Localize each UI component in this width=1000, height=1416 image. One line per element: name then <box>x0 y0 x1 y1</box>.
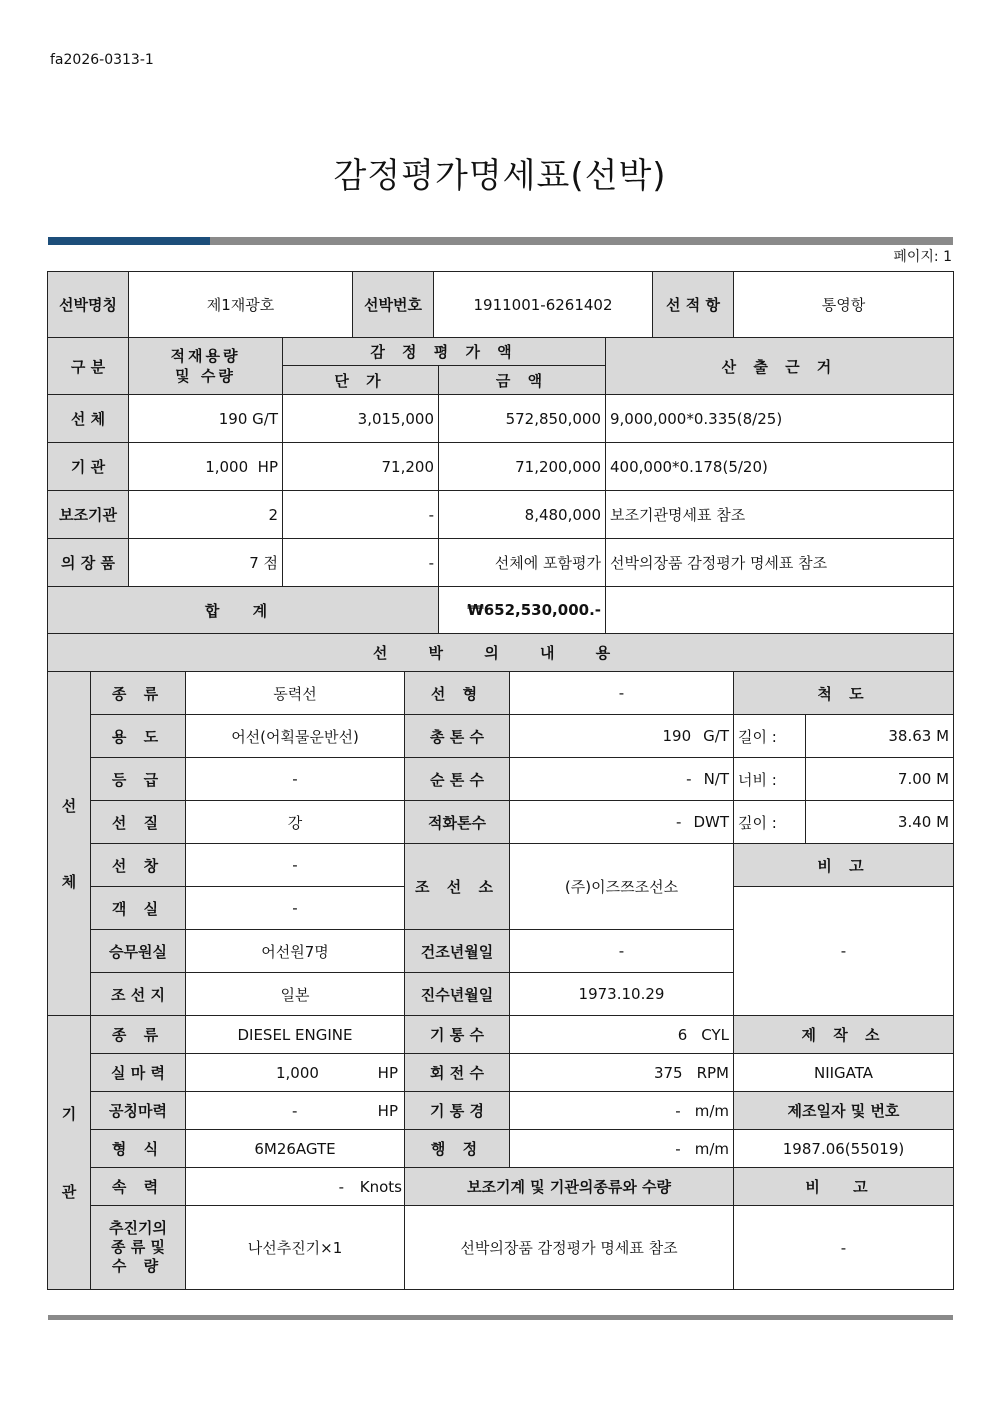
model-value: 6M26AGTE <box>186 1130 405 1168</box>
col-basis: 산 출 근 거 <box>606 338 954 395</box>
col-amount: 금 액 <box>439 366 606 395</box>
build-place-value: 일본 <box>186 973 405 1016</box>
table-row <box>48 443 954 491</box>
propeller-value: 나선추진기×1 <box>186 1206 405 1290</box>
rpm-label: 회 전 수 <box>405 1054 510 1092</box>
row-unit-price: 3,015,000 <box>283 395 439 443</box>
rpm-value: 375 <box>653 1063 683 1082</box>
rpm-unit: RPM <box>696 1063 729 1082</box>
propeller-label-2: 종 류 및 <box>111 1238 165 1256</box>
row-amount: 8,480,000 <box>439 491 606 539</box>
stroke-value: - <box>675 1139 681 1158</box>
hull-hold-label: 선 창 <box>91 844 186 887</box>
deadweight-unit: DWT <box>693 813 729 831</box>
power-cell <box>186 1054 405 1092</box>
cylinders-value: 6 <box>677 1025 688 1044</box>
home-port-value: 통영항 <box>734 272 954 338</box>
bore-value: - <box>675 1101 681 1120</box>
width-value: 7.00 M <box>806 758 954 801</box>
table-row <box>48 491 954 539</box>
launch-date-value: 1973.10.29 <box>510 973 734 1016</box>
rpm-cell <box>510 1054 734 1092</box>
bore-label: 기 통 경 <box>405 1092 510 1130</box>
gross-tonnage-label: 총 톤 수 <box>405 715 510 758</box>
engine-remark-label: 비 고 <box>734 1168 954 1206</box>
speed-cell <box>186 1168 405 1206</box>
net-tonnage-unit: N/T <box>703 770 729 788</box>
gross-tonnage-unit: G/T <box>703 727 729 745</box>
row-qty: 7 점 <box>129 539 283 587</box>
hull-remark-label: 비 고 <box>734 844 954 887</box>
hull-use-value: 어선(어획물운반선) <box>186 715 405 758</box>
hull-type-label: 종 류 <box>91 672 186 715</box>
col-capacity-line1: 적재용량 <box>170 347 241 365</box>
hull-remark-value: - <box>734 887 954 1016</box>
row-qty: 190 G/T <box>129 395 283 443</box>
page-number: 페이지: 1 <box>893 249 952 265</box>
build-place-label: 조 선 지 <box>91 973 186 1016</box>
hull-material-value: 강 <box>186 801 405 844</box>
contents-title: 선 박 의 내 용 <box>48 634 954 672</box>
manufacture-date-value: 1987.06(55019) <box>734 1130 954 1168</box>
row-label: 선 체 <box>48 395 129 443</box>
hull-table <box>47 671 954 1016</box>
length-label: 길이 : <box>734 715 806 758</box>
stroke-unit: m/m <box>694 1139 729 1158</box>
cylinders-unit: CYL <box>701 1025 729 1044</box>
length-value: 38.63 M <box>806 715 954 758</box>
total-row <box>48 587 954 634</box>
maker-label: 제 작 소 <box>734 1016 954 1054</box>
row-unit-price: - <box>283 491 439 539</box>
engine-section-label-1: 기 <box>61 1104 77 1123</box>
row-amount: 선체에 포함평가 <box>439 539 606 587</box>
header-bar <box>48 237 953 245</box>
net-tonnage-cell <box>510 758 734 801</box>
table-row <box>48 395 954 443</box>
engine-section-label-2: 관 <box>61 1182 77 1201</box>
total-basis-empty <box>606 587 954 634</box>
ship-name-value: 제1재광호 <box>129 272 353 338</box>
model-label: 형 식 <box>91 1130 186 1168</box>
aux-machinery-label: 보조기계 및 기관의종류와 수량 <box>405 1168 734 1206</box>
manufacture-date-label: 제조일자 및 번호 <box>734 1092 954 1130</box>
hull-shape-value: - <box>510 672 734 715</box>
bore-unit: m/m <box>694 1101 729 1120</box>
row-basis: 400,000*0.178(5/20) <box>606 443 954 491</box>
row-qty: 2 <box>129 491 283 539</box>
nominal-power-value: - <box>292 1101 298 1120</box>
hull-grade-label: 등 급 <box>91 758 186 801</box>
propeller-label-3: 수 량 <box>111 1257 165 1275</box>
propeller-label <box>91 1206 186 1290</box>
row-label: 기 관 <box>48 443 129 491</box>
row-label: 의 장 품 <box>48 539 129 587</box>
nominal-power-label: 공칭마력 <box>91 1092 186 1130</box>
hull-shape-label: 선 형 <box>405 672 510 715</box>
deadweight-label: 적화톤수 <box>405 801 510 844</box>
row-qty: 1,000 HP <box>129 443 283 491</box>
total-amount: ₩652,530,000.- <box>439 587 606 634</box>
row-basis: 선박의장품 감정평가 명세표 참조 <box>606 539 954 587</box>
cylinders-label: 기 통 수 <box>405 1016 510 1054</box>
hull-cabin-value: - <box>186 887 405 930</box>
hull-hold-value: - <box>186 844 405 887</box>
ship-number-value: 1911001-6261402 <box>434 272 653 338</box>
speed-value: - <box>338 1177 344 1196</box>
gross-tonnage-cell <box>510 715 734 758</box>
deadweight-value: - <box>676 813 682 831</box>
launch-date-label: 진수년월일 <box>405 973 510 1016</box>
hull-material-label: 선 질 <box>91 801 186 844</box>
stroke-label: 행 정 <box>405 1130 510 1168</box>
hull-section-label <box>48 672 91 1016</box>
hull-section-label-2: 체 <box>61 872 77 891</box>
cylinders-cell <box>510 1016 734 1054</box>
power-unit: HP <box>377 1063 398 1082</box>
engine-remark-value: - <box>734 1206 954 1290</box>
built-date-label: 건조년월일 <box>405 930 510 973</box>
summary-table <box>47 337 954 672</box>
maker-value: NIIGATA <box>734 1054 954 1092</box>
header-bar-accent <box>48 237 210 245</box>
speed-unit: Knots <box>359 1177 402 1196</box>
bore-cell <box>510 1092 734 1130</box>
nominal-power-unit: HP <box>377 1101 398 1120</box>
col-capacity-line2: 및 수량 <box>175 367 236 385</box>
row-basis: 9,000,000*0.335(8/25) <box>606 395 954 443</box>
hull-cabin-label: 객 실 <box>91 887 186 930</box>
deadweight-cell <box>510 801 734 844</box>
row-unit-price: - <box>283 539 439 587</box>
col-unit-price: 단 가 <box>283 366 439 395</box>
engine-section-label <box>48 1016 91 1290</box>
propeller-label-1: 추진기의 <box>109 1219 167 1237</box>
crew-quarters-value: 어선원7명 <box>186 930 405 973</box>
page-title: 감정평가명세표(선박) <box>333 156 667 196</box>
depth-label: 깊이 : <box>734 801 806 844</box>
built-date-value: - <box>510 930 734 973</box>
hull-type-value: 동력선 <box>186 672 405 715</box>
engine-type-value: DIESEL ENGINE <box>186 1016 405 1054</box>
width-label: 너비 : <box>734 758 806 801</box>
depth-value: 3.40 M <box>806 801 954 844</box>
net-tonnage-label: 순 톤 수 <box>405 758 510 801</box>
hull-section-label-1: 선 <box>61 796 77 815</box>
document-id: fa2026-0313-1 <box>50 52 154 68</box>
col-category: 구 분 <box>48 338 129 395</box>
power-label: 실 마 력 <box>91 1054 186 1092</box>
row-unit-price: 71,200 <box>283 443 439 491</box>
row-label: 보조기관 <box>48 491 129 539</box>
gross-tonnage-value: 190 <box>662 727 692 745</box>
shipyard-label: 조 선 소 <box>405 844 510 930</box>
engine-type-label: 종 류 <box>91 1016 186 1054</box>
col-capacity <box>129 338 283 395</box>
shipyard-value: (주)이즈쯔조선소 <box>510 844 734 930</box>
hull-grade-value: - <box>186 758 405 801</box>
hull-use-label: 용 도 <box>91 715 186 758</box>
net-tonnage-value: - <box>686 770 692 788</box>
nominal-power-cell <box>186 1092 405 1130</box>
ship-number-label: 선박번호 <box>353 272 434 338</box>
stroke-cell <box>510 1130 734 1168</box>
row-basis: 보조기관명세표 참조 <box>606 491 954 539</box>
hull-dimension-label: 척 도 <box>734 672 954 715</box>
power-value: 1,000 <box>276 1063 319 1082</box>
aux-machinery-value: 선박의장품 감정평가 명세표 참조 <box>405 1206 734 1290</box>
col-value: 감 정 평 가 액 <box>283 338 606 366</box>
ship-name-label: 선박명칭 <box>48 272 129 338</box>
crew-quarters-label: 승무원실 <box>91 930 186 973</box>
home-port-label: 선 적 항 <box>653 272 734 338</box>
engine-table <box>47 1015 954 1290</box>
footer-bar <box>48 1315 953 1320</box>
row-amount: 572,850,000 <box>439 395 606 443</box>
row-amount: 71,200,000 <box>439 443 606 491</box>
total-label: 합 계 <box>48 587 439 634</box>
header-table <box>47 271 954 338</box>
table-row <box>48 539 954 587</box>
speed-label: 속 력 <box>91 1168 186 1206</box>
